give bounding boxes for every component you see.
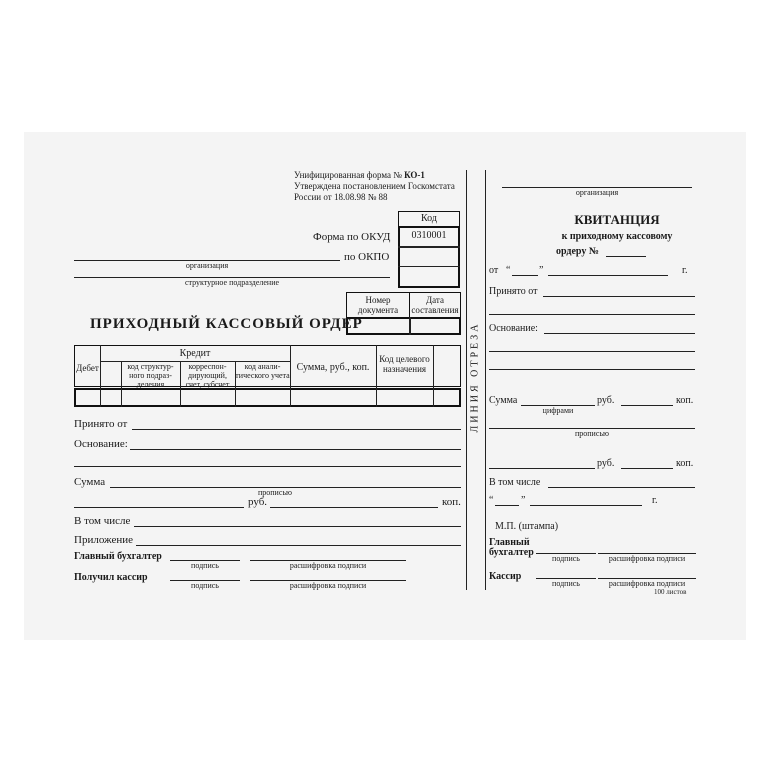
receipt-date-quote-open: “ (489, 495, 494, 506)
receipt-title: КВИТАНЦИЯ (574, 212, 660, 227)
kassir-sign-caption: подпись (191, 581, 219, 590)
receipt-quote-open: “ (506, 265, 511, 276)
vtomchisle-label: В том числе (74, 515, 131, 527)
receipt-date-day-line[interactable] (495, 505, 519, 506)
prilozhenie-line[interactable] (136, 545, 461, 546)
receipt-glavbuh-line1: Главный (489, 537, 530, 548)
receipt-glavbuh-sign-caption: подпись (552, 554, 580, 563)
receipt-stamp-label: М.П. (штампа) (495, 521, 559, 532)
form-meta (294, 170, 455, 203)
kop-line[interactable] (270, 507, 438, 508)
receipt-rub-label: руб. (597, 395, 615, 406)
receipt-summa-label: Сумма (489, 395, 518, 406)
receipt-date-g-label: г. (652, 495, 658, 506)
receipt-prinyato-line-2[interactable] (489, 314, 695, 315)
cut-line-left (466, 170, 467, 590)
vtomchisle-line[interactable] (134, 526, 461, 527)
receipt-g-label: г. (682, 265, 688, 276)
kassir-label: Получил кассир (74, 572, 148, 583)
okud-label: Форма по ОКУД (313, 231, 391, 243)
osnovanie-line[interactable] (130, 449, 461, 450)
form-meta-line2: Утверждена постановлением Госкомстата (294, 181, 455, 191)
receipt-glavbuh-label (489, 538, 534, 558)
receipt-osnovanie-label: Основание: (489, 323, 538, 334)
doc-value-divider (409, 317, 411, 335)
receipt-subtitle-2: ордеру № (556, 246, 599, 257)
receipt-subtitle-1: к приходному кассовому (561, 231, 673, 242)
receipt-kop2-line[interactable] (621, 468, 673, 469)
prinyato-label: Принято от (74, 418, 128, 430)
receipt-prinyato-label: Принято от (489, 286, 538, 297)
kop-label: коп. (442, 496, 461, 508)
code-divider-1 (398, 246, 460, 248)
col-corr-account: корреспон-дирующий, счет, субсчет (185, 362, 230, 389)
okud-value: 0310001 (411, 230, 447, 241)
cut-line-label: ЛИНИЯ ОТРЕЗА (469, 321, 481, 433)
account-table-values[interactable] (74, 388, 461, 407)
receipt-org-caption: организация (575, 188, 619, 197)
receipt-kassir-sign-caption: подпись (552, 579, 580, 588)
glavbuh-name-caption: расшифровка подписи (289, 561, 367, 570)
receipt-month-line[interactable] (548, 275, 668, 276)
col-analit-code: код анали-тического учета (235, 362, 290, 380)
order-title: ПРИХОДНЫЙ КАССОВЫЙ ОРДЕР (90, 316, 363, 332)
receipt-glavbuh-line2: бухгалтер (489, 547, 534, 558)
code-header: Код (398, 211, 460, 227)
osnovanie-line-2[interactable] (74, 466, 461, 467)
receipt-vtomchisle-line[interactable] (548, 487, 695, 488)
doc-number-label: Номер документа (346, 292, 410, 318)
receipt-number-line[interactable] (606, 256, 646, 257)
okpo-label: по ОКПО (344, 251, 390, 263)
summa-line-2[interactable] (74, 507, 244, 508)
code-divider-2 (398, 266, 460, 267)
receipt-words-line-2[interactable] (489, 468, 595, 469)
receipt-glavbuh-name-caption: расшифровка подписи (608, 554, 686, 563)
receipt-words-caption: прописью (574, 429, 610, 438)
receipt-kassir-name-caption: расшифровка подписи (608, 579, 686, 588)
col-sum: Сумма, руб., коп. (296, 362, 370, 373)
col-unit-code: код структур-ного подраз-деления (127, 362, 174, 389)
receipt-kop2-label: коп. (676, 458, 694, 469)
form-meta-line1: Унифицированная форма № (294, 170, 402, 180)
receipt-date-month-line[interactable] (530, 505, 642, 506)
receipt-kop-label: коп. (676, 395, 694, 406)
receipt-ot-label: от (489, 265, 499, 276)
cut-line-right (485, 170, 486, 590)
doc-value-box[interactable] (346, 317, 461, 335)
form-meta-code: КО-1 (404, 170, 425, 180)
receipt-digits-caption: цифрами (542, 406, 574, 415)
unit-caption: структурное подразделение (184, 278, 280, 287)
rub-label: руб. (248, 496, 268, 508)
receipt-vtomchisle-label: В том числе (489, 477, 541, 488)
receipt-osnovanie-line-2[interactable] (489, 351, 695, 352)
col-debet: Дебет (76, 363, 99, 373)
receipt-prinyato-line[interactable] (543, 296, 695, 297)
receipt-osnovanie-line[interactable] (544, 333, 695, 334)
osnovanie-label: Основание: (74, 438, 128, 450)
receipt-quote-close: ” (539, 265, 544, 276)
glavbuh-sign-caption: подпись (191, 561, 219, 570)
col-target-code: Код целевого назначения (379, 354, 430, 374)
doc-date-label: Дата составления (409, 292, 461, 318)
form-meta-line3: России от 18.08.98 № 88 (294, 192, 388, 202)
summa-label: Сумма (74, 476, 106, 488)
receipt-kassir-label: Кассир (489, 571, 522, 582)
prinyato-line[interactable] (132, 429, 461, 430)
prilozhenie-label: Приложение (74, 534, 134, 546)
receipt-rub2-label: руб. (597, 458, 615, 469)
form-sheet (24, 132, 746, 640)
glavbuh-label: Главный бухгалтер (74, 551, 162, 562)
kassir-name-caption: расшифровка подписи (289, 581, 367, 590)
col-kredit: Кредит (179, 348, 211, 359)
summa-caption: прописью (257, 488, 293, 497)
receipt-osnovanie-line-3[interactable] (489, 369, 695, 370)
org-caption: организация (185, 261, 229, 270)
receipt-day-line[interactable] (512, 275, 538, 276)
sheets-count: 100 листов (654, 588, 687, 596)
receipt-kop-line[interactable] (621, 405, 673, 406)
receipt-date-quote-close: ” (521, 495, 526, 506)
